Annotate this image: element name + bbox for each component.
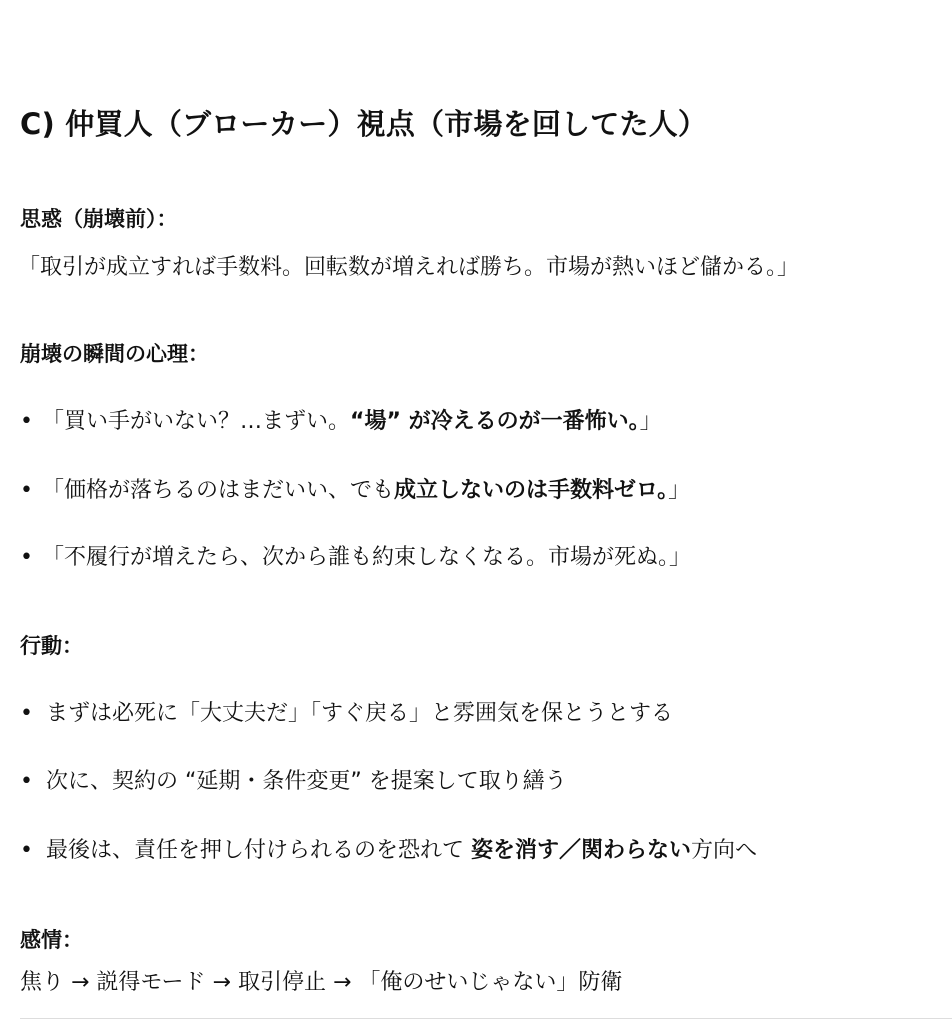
- bullet-text-end: 」: [669, 545, 692, 570]
- section-divider: [20, 1018, 952, 1019]
- actions-bullet-3: [20, 835, 757, 867]
- bullet-text: 最後は、責任を押し付けられるのを恐れて: [46, 838, 471, 863]
- actions-bullet-2: [20, 766, 567, 798]
- psychology-bullet-1: [20, 406, 662, 438]
- collapse-psychology-label: 崩壊の瞬間の心理：: [20, 342, 209, 366]
- bullet-emphasis: 成立しないのは手数料ゼロ。: [394, 478, 669, 503]
- bullet-text: 「買い手がいない？…まずい。: [42, 409, 351, 434]
- bullet-text: 次に、契約の “延期・条件変更” を提案して取り繕う: [46, 769, 567, 794]
- section-title: C) 仲買人（ブローカー）視点（市場を回してた人）: [20, 107, 708, 141]
- before-collapse-label: 思惑（崩壊前）：: [20, 207, 178, 231]
- psychology-bullet-2: [20, 475, 690, 507]
- actions-bullet-1: [20, 698, 673, 730]
- bullet-marker: •: [20, 701, 33, 726]
- bullet-text-end: 」: [668, 478, 691, 503]
- bullet-marker: •: [20, 838, 33, 863]
- bullet-marker: •: [20, 769, 33, 794]
- psychology-bullet-3: [20, 542, 691, 574]
- bullet-marker: •: [20, 478, 33, 503]
- bullet-text-end: 」: [639, 409, 662, 434]
- bullet-text: まずは必死に「大丈夫だ」「すぐ戻る」と雰囲気を保とうとする: [46, 701, 674, 726]
- bullet-marker: •: [20, 545, 33, 570]
- bullet-marker: •: [20, 409, 33, 434]
- bullet-emphasis: 姿を消す／関わらない: [471, 838, 692, 863]
- actions-label: 行動：: [20, 634, 83, 658]
- bullet-text: 「価格が落ちるのはまだいい、でも: [42, 478, 395, 503]
- bullet-text-end: 方向へ: [691, 838, 758, 863]
- before-collapse-text: 「取引が成立すれば手数料。回転数が増えれば勝ち。市場が熱いほど儲かる。」: [18, 255, 800, 280]
- emotion-text: 焦り → 説得モード → 取引停止 → 「俺のせいじゃない」防衛: [20, 970, 623, 995]
- bullet-emphasis: “場” が冷えるのが一番怖い。: [350, 409, 640, 434]
- bullet-text: 「不履行が増えたら、次から誰も約束しなくなる。市場が死ぬ。: [42, 545, 670, 570]
- emotion-label: 感情：: [20, 928, 83, 952]
